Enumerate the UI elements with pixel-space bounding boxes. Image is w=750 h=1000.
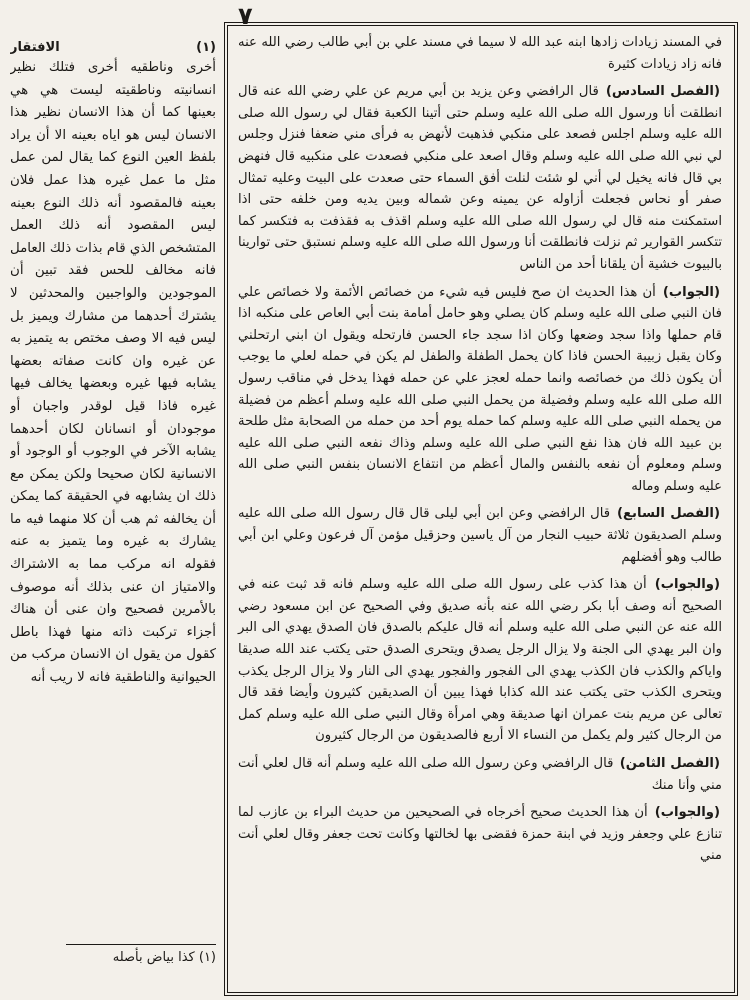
- main-text-frame: [224, 22, 738, 996]
- side-column-heading: الافتقار: [10, 40, 60, 55]
- page-number: ٧: [238, 2, 253, 30]
- section-heading: (الفصل السادس): [605, 84, 720, 100]
- section-text: قال الرافضي وعن ابن أبي ليلى قال قال رسول الله صلى الله عليه وسلم الصديقون ثلاثة حبيب النجار من آل ياسين وحزقيل مؤمن آل فرعون وعلي ابن أبي طالب وهو أفضلهم: [238, 506, 722, 565]
- section-heading: (الفصل السابع): [617, 506, 720, 522]
- side-column: [10, 40, 216, 940]
- side-column-header: [10, 40, 216, 55]
- section-8: [238, 753, 722, 796]
- section-6: [238, 81, 722, 275]
- section-7: [238, 503, 722, 568]
- answer-8: [238, 802, 722, 867]
- answer-heading: (والجواب): [654, 805, 720, 821]
- answer-text: أن هذا كذب على رسول الله صلى الله عليه وسلم فانه قد ثبت عنه في الصحيح أنه وصف أبا بكر رضي الله عنه بأنه صديق وفي الصحيح عن ابن مسعود رضي الله عنه عن النبي صلى الله عليه وسلم أنه قال عليكم بالصدق فان الصدق يهدي الى البر وان البر يهدي الى الجنة ولا يزال الرجل يصدق ويتحرى الصدق حتى يكتب عند الله صديقا واياكم والكذب فان الكذب يهدي الى الفجور والفجور يهدي الى النار ولا يزال الرجل يكذب ويتحرى الكذب حتى يكتب عند الله كذابا فهذا يبين أن الصديقين كثيرون وأيضا فقد قال تعالى عن مريم بنت عمران انها صديقة وهي امرأة وقال النبي صلى الله عليه وسلم كمل من الرجال كثير ولم يكمل من النساء الا أربع فالصديقون من الرجال كثيرون: [238, 577, 722, 744]
- answer-heading: (والجواب): [654, 577, 721, 593]
- footnote-rule: [66, 944, 216, 945]
- side-column-text: أخرى وناطقيه أخرى فتلك نظير انسانيته وناطقيته ليست هي هي بعينها كما أن هذا الانسان نظير هذا الانسان ليس هو اياه بعينه الا أن يراد بلفظ العين النوع كما يقال لمن عمل مثل ما عمل غيره هذا عمل فلان بعينه فالمقصود أنه ذلك النوع بعينه ليس المقصود أنه ذلك العمل المتشخص الذي قام بذات ذلك العامل فانه مخالف للحس فقد تبين أن الموجودين والواجبين والمحدثين لا يشترك أحدهما من مشارك ويميز بل ليس فيه الا وصف مختص به يتميز به عن غيره وان كانت صفاته بعضها يشابه فيها غيره وبعضها يخالف فيها غيره فاذا قيل لوقدر واجبان أو موجودان أو انسانان لكان أحدهما يشابه الآخر في الوجوب أو الوجود أو الانسانية لكان صحيحا ولكن يمكن مع ذلك ان يشابهه في الحقيقة كما يمكن أن يخالفه ثم هب أن كلا منهما فيه ما يشارك به غيره وما يتميز به عنه فقوله انه مركب مما به الاشتراك والامتياز ان عنى بذلك أنه موصوف بالأمرين فصحيح وان عنى أن هناك أجزاء تركبت ذاته منها فهذا باطل كقول من يقول ان الانسان مركب من الحيوانية والناطقية فانه لا ريب أنه: [10, 60, 216, 686]
- answer-heading: (الجواب): [662, 284, 720, 300]
- section-text: قال الرافضي وعن يزيد بن أبي مريم عن علي رضي الله عنه قال انطلقت أنا ورسول الله صلى الله عليه وسلم حتى أتينا الكعبة فقال لي رسول الله صلى الله عليه وسلم اجلس فصعد على منكبي فذهبت لأنهض به فرأى مني ضعفا فنزل وجلس لي نبي الله صلى الله عليه وسلم وقال اصعد على منكبي فصعدت على منكبيه قال فنهض بي قال فانه يخيل لي أني لو شئت لنلت أفق السماء حتى صعدت على البيت وعليه تمثال صفر أو نحاس فجعلت أزاوله عن يمينه وعن شماله وبين يديه ومن خلفه حتى اذا استمكنت منه قال لي رسول الله صلى الله عليه وسلم اقذف به فقذفت به فتكسر كما تتكسر القوارير ثم نزلت فانطلقت أنا ورسول الله صلى الله عليه وسلم نستبق حتى توارينا بالبيوت خشية أن يلقانا أحد من الناس: [238, 84, 722, 272]
- intro-text: في المسند زيادات زادها ابنه عبد الله لا سيما في مسند علي بن أبي طالب رضي الله عنه فانه زاد زيادات كثيرة: [238, 35, 722, 72]
- footnote: (١) كذا بياض بأصله: [112, 950, 216, 965]
- side-footnote-marker: (١): [196, 40, 216, 55]
- answer-text: أن هذا الحديث صحيح أخرجاه في الصحيحين من حديث البراء بن عازب لما تنازع علي وجعفر وزيد في ابنة حمزة فقضى بها لخالتها وكانت تحت جعفر وقال لعلي أنت مني: [238, 805, 722, 864]
- answer-text: أن هذا الحديث ان صح فليس فيه شيء من خصائص الأئمة ولا خصائص علي فان النبي صلى الله عليه وسلم كان يصلي وهو حامل أمامة بنت أبي العاص على منكبه اذا قام حملها واذا سجد وضعها وكان اذا سجد جاء الحسن فارتحله ويقول ان ابني ارتحلني وكان يقبل زبيبة الحسن فاذا كان يحمل الطفلة والطفل لم يكن في حمله لعلي ما يوجب أن يكون ذلك من خصائصه وانما حمله لعجز علي عن حمله فهذا يدخل في مناقب رسول الله صلى الله عليه وسلم وفضيلة من يحمل النبي صلى الله عليه وسلم أعظم من فضيلة من يحمله النبي صلى الله عليه وسلم كما حمله يوم أحد من حمله من الصحابة مثل طلحة بن عبيد الله فان هذا نفع النبي صلى الله عليه وسلم وذاك نفعه النبي صلى الله عليه وسلم ومعلوم أن نفعه بالنفس والمال أعظم من انتفاع الانسان بنفس النبي صلى الله عليه وسلم وماله: [238, 284, 722, 494]
- intro-paragraph: [238, 32, 722, 75]
- answer-6: [238, 282, 722, 498]
- answer-7: [238, 574, 722, 747]
- section-text: قال الرافضي وعن رسول الله صلى الله عليه وسلم أنه قال لعلي أنت مني وأنا منك: [238, 756, 722, 793]
- section-heading: (الفصل الثامن): [619, 756, 720, 771]
